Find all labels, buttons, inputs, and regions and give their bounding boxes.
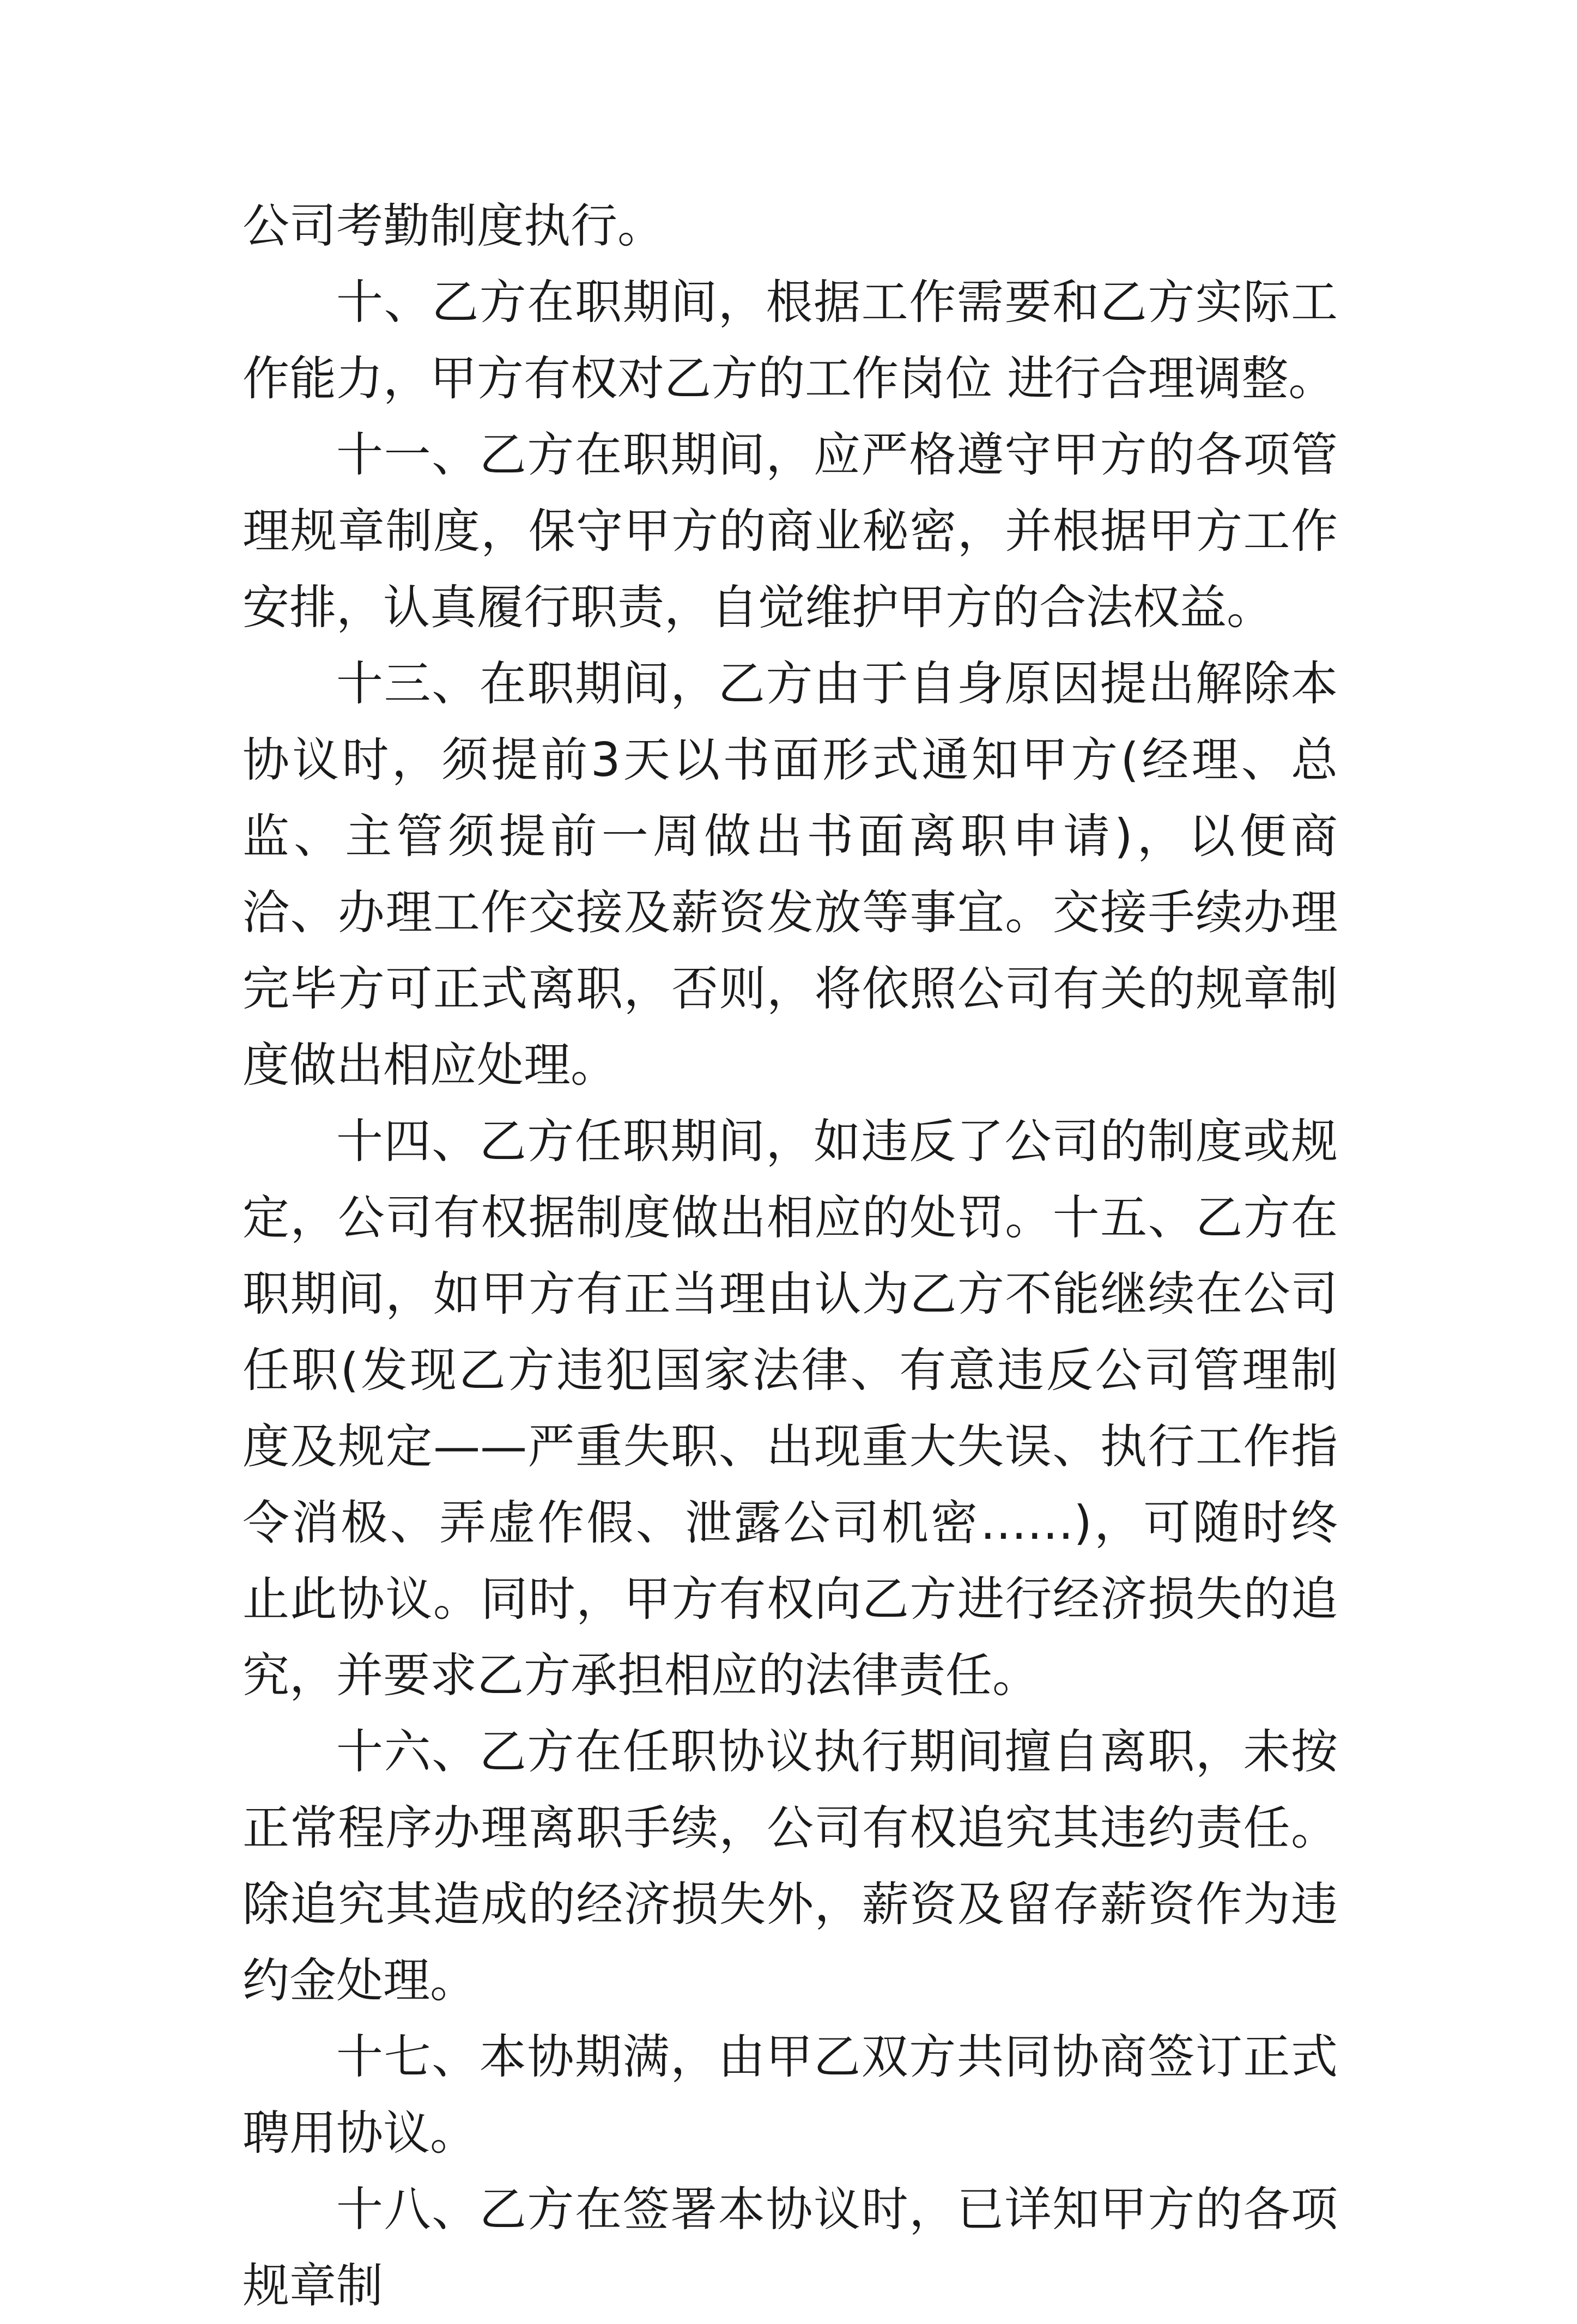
- paragraph-clause-16: 十六、乙方在任职协议执行期间擅自离职，未按正常程序办理离职手续，公司有权追究其违约责任。除追究其造成的经济损失外，薪资及留存薪资作为违约金处理。: [242, 1725, 1338, 2008]
- document-body: [242, 188, 1338, 2324]
- paragraph-clause-14-15: 十四、乙方任职期间，如违反了公司的制度或规定，公司有权据制度做出相应的处罚。十五、乙方在职期间，如甲方有正当理由认为乙方不能继续在公司任职(发现乙方违犯国家法律、有意违反公司管理制度及规定——严重失职、出现重大失误、执行工作指令消极、弄虚作假、泄露公司机密……)，可随时终止此协议。同时，甲方有权向乙方进行经济损失的追究，并要求乙方承担相应的法律责任。: [242, 1114, 1338, 1703]
- paragraph-clause-10: 十、乙方在职期间，根据工作需要和乙方实际工作能力，甲方有权对乙方的工作岗位 进行合理调整。: [242, 275, 1338, 406]
- paragraph-clause-18: 十八、乙方在签署本协议时，已详知甲方的各项规章制: [242, 2182, 1338, 2313]
- paragraph-clause-17: 十七、本协期满，由甲乙双方共同协商签订正式聘用协议。: [242, 2030, 1338, 2161]
- paragraph-clause-11: 十一、乙方在职期间，应严格遵守甲方的各项管理规章制度，保守甲方的商业秘密，并根据甲方工作安排，认真履行职责，自觉维护甲方的合法权益。: [242, 428, 1338, 635]
- paragraph-clause-13: 十三、在职期间，乙方由于自身原因提出解除本协议时，须提前3天以书面形式通知甲方(经理、总监、主管须提前一周做出书面离职申请)，以便商洽、办理工作交接及薪资发放等事宜。交接手续办理完毕方可正式离职，否则，将依照公司有关的规章制度做出相应处理。: [242, 657, 1338, 1093]
- paragraph-attendance-tail: 公司考勤制度执行。: [242, 199, 664, 253]
